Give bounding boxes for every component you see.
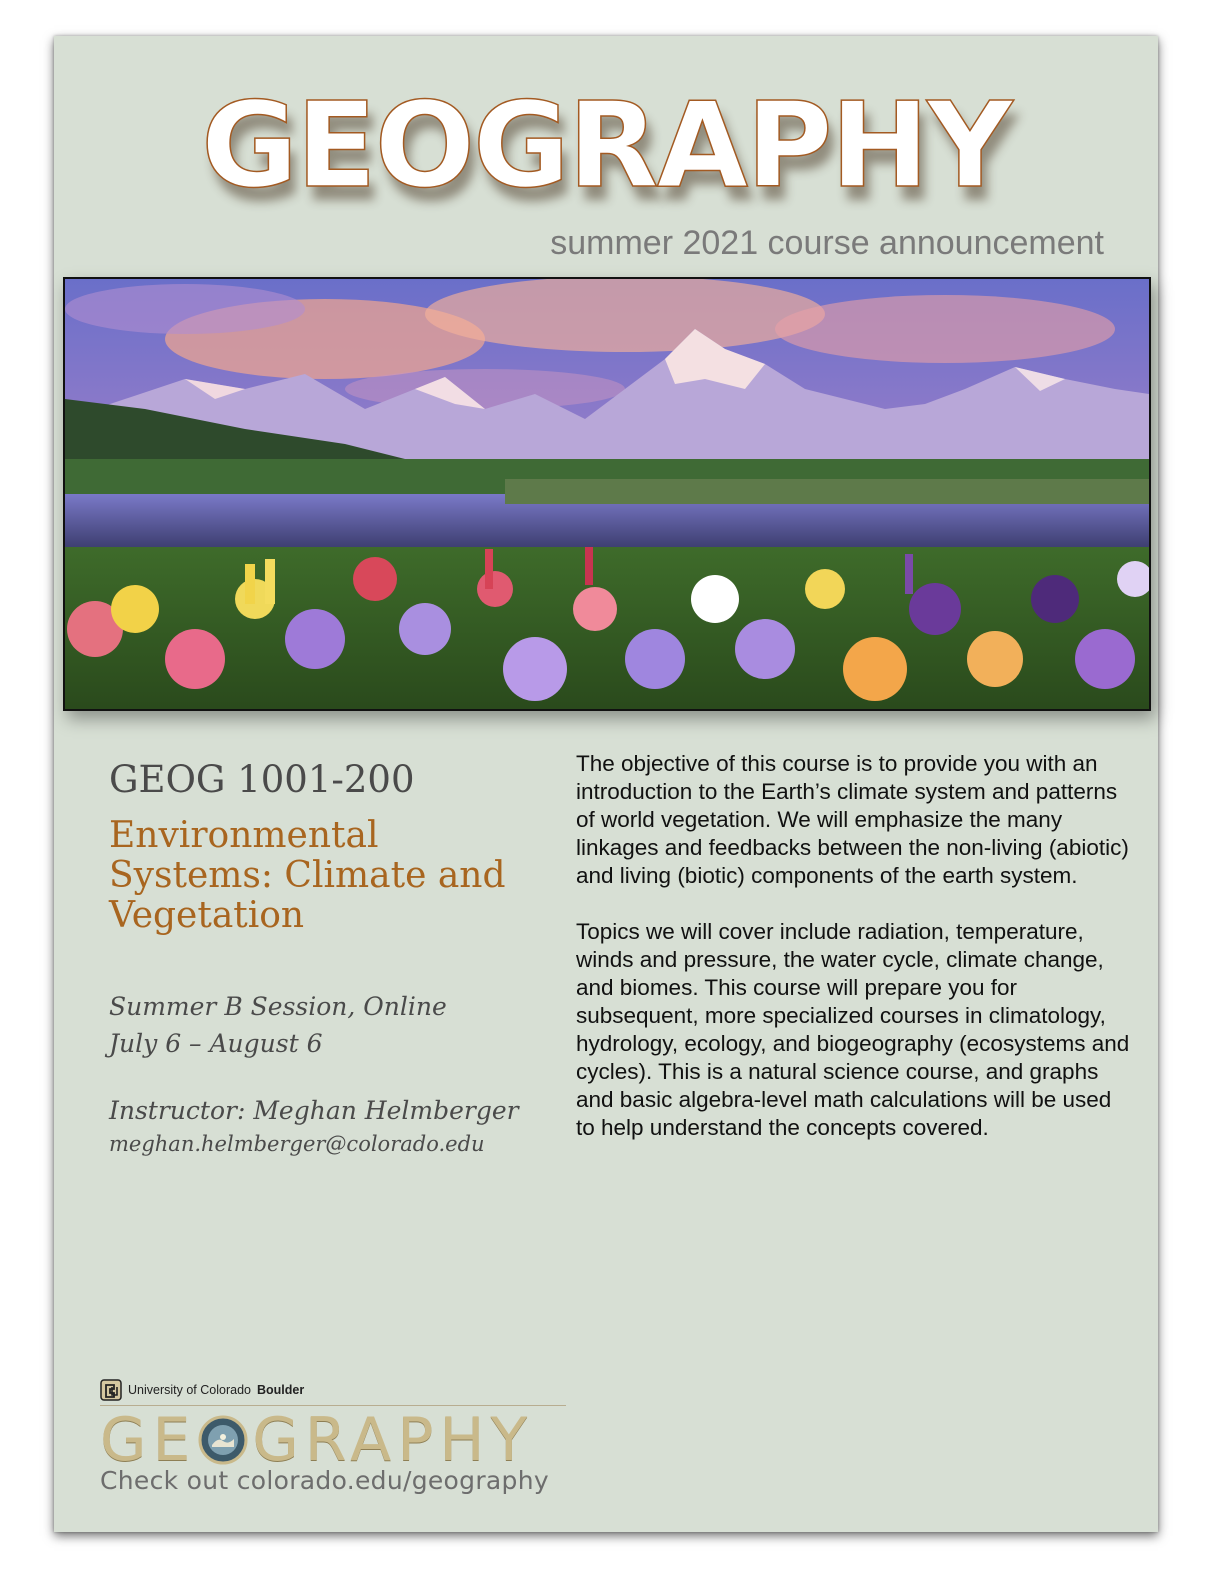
website-link[interactable]: Check out colorado.edu/geography	[100, 1466, 549, 1495]
wordmark-suffix: GRAPHY	[252, 1405, 534, 1475]
instructor-name: Instructor: Meghan Helmberger	[109, 1096, 519, 1125]
university-name: University of Colorado	[128, 1383, 251, 1397]
course-title	[109, 816, 549, 936]
globe-seal-icon	[198, 1415, 248, 1465]
session-dates: July 6 – August 6	[109, 1029, 323, 1058]
course-description	[576, 750, 1131, 1170]
wordmark-prefix: GE	[100, 1405, 197, 1475]
cu-logo-icon	[100, 1379, 122, 1401]
instructor-email[interactable]: meghan.helmberger@colorado.edu	[109, 1132, 485, 1156]
course-title-line: Environmental	[109, 815, 379, 856]
course-code: GEOG 1001-200	[109, 758, 415, 801]
campus-name: Boulder	[256, 1383, 305, 1397]
session-info	[109, 988, 447, 1062]
landscape-photo	[63, 277, 1151, 711]
flyer-page	[54, 36, 1158, 1532]
page-title: GEOGRAPHY	[201, 76, 1011, 214]
geography-wordmark	[100, 1405, 580, 1475]
department-logo	[100, 1379, 580, 1495]
description-paragraph: The objective of this course is to provide you with an introduction to the Earth’s climate system and patterns of world vegetation. We will emphasize the many linkages and feedbacks between the non-living (abiotic) and living (biotic) components of the earth system.	[576, 751, 1129, 888]
description-paragraph: Topics we will cover include radiation, temperature, winds and pressure, the water cycle, climate change, and biomes. This course will prepare you for subsequent, more specialized courses in climatology, hydrology, ecology, and biogeography (ecosystems and cycles). This is a natural science course, and graphs and basic algebra-level math calculations will be used to help understand the concepts covered.	[576, 919, 1130, 1140]
page-subtitle: summer 2021 course announcement	[550, 224, 1104, 262]
university-line	[100, 1379, 566, 1406]
session-name: Summer B Session, Online	[109, 992, 447, 1021]
course-title-line: Systems: Climate and	[109, 855, 506, 896]
course-title-line: Vegetation	[109, 895, 305, 936]
